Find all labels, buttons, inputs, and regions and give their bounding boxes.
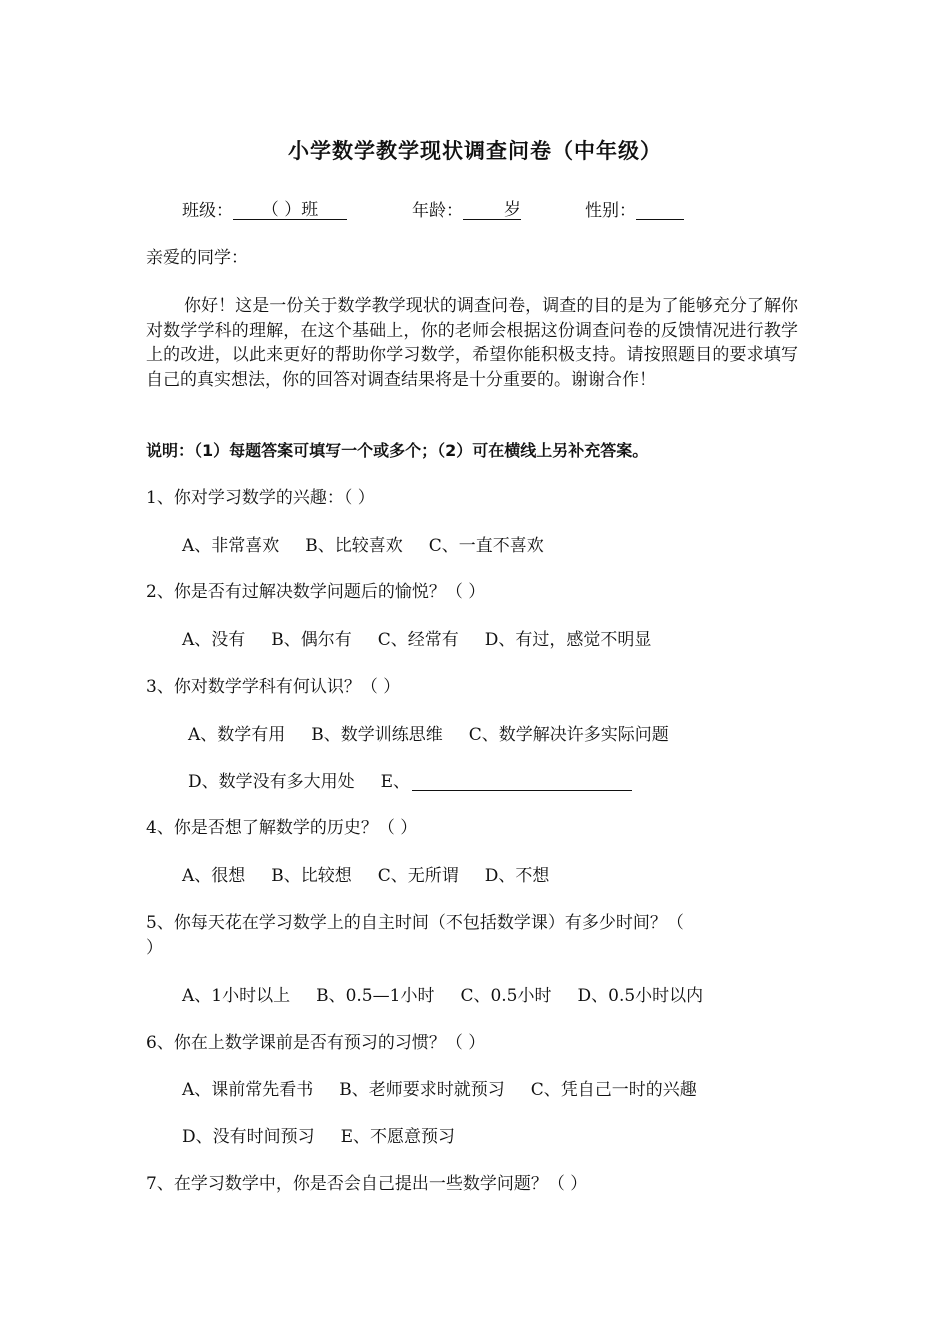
question-6-options — [182, 1082, 697, 1099]
page-title: 小学数学教学现状调查问卷（中年级） — [288, 138, 662, 163]
option-q3-e-blank[interactable] — [412, 775, 632, 791]
gender-field — [585, 202, 684, 220]
option-q5-b[interactable]: B、0.5—1小时 — [316, 986, 435, 1006]
question-3: 3、你对数学学科有何认识？（ ） — [146, 677, 401, 697]
option-q3-b[interactable]: B、数学训练思维 — [311, 725, 443, 745]
option-q1-b[interactable]: B、比较喜欢 — [305, 536, 403, 556]
question-1-options — [182, 538, 544, 555]
age-value: 岁 — [504, 200, 521, 220]
age-label: 年龄： — [412, 201, 463, 221]
question-3-options-row2 — [188, 774, 632, 791]
question-2: 2、你是否有过解决数学问题后的愉悦？（ ） — [146, 582, 486, 602]
class-label: 班级： — [182, 201, 233, 221]
age-field — [412, 202, 521, 220]
gender-label: 性别： — [585, 201, 636, 221]
option-q6-c[interactable]: C、凭自己一时的兴趣 — [530, 1080, 697, 1100]
instructions-note: 说明：（1）每题答案可填写一个或多个；（2）可在横线上另补充答案。 — [146, 441, 649, 460]
class-blank[interactable] — [233, 202, 347, 220]
option-q4-a[interactable]: A、很想 — [182, 866, 246, 886]
option-q6-a[interactable]: A、课前常先看书 — [182, 1080, 314, 1100]
option-q4-d[interactable]: D、不想 — [484, 866, 550, 886]
greeting: 亲爱的同学： — [146, 248, 248, 268]
class-field — [182, 202, 347, 220]
option-q1-c[interactable]: C、一直不喜欢 — [428, 536, 544, 556]
class-value: （ ）班 — [261, 200, 319, 220]
question-5-continuation: ） — [146, 938, 163, 958]
question-1: 1、你对学习数学的兴趣：（ ） — [146, 488, 375, 508]
question-4-options — [182, 868, 549, 885]
option-q4-c[interactable]: C、无所谓 — [377, 866, 459, 886]
option-q5-c[interactable]: C、0.5小时 — [460, 986, 552, 1006]
age-blank[interactable] — [463, 202, 521, 220]
intro-paragraph: 你好！这是一份关于数学教学现状的调查问卷，调查的目的是为了能够充分了解你对数学学科的理解，在这个基础上，你的老师会根据这份调查问卷的反馈情况进行教学上的改进，以此来更好的帮助你学习数学，希望你能积极支持。请按照题目的要求填写自己的真实想法，你的回答对调查结果将是十分重要的。谢谢合作！ — [146, 296, 798, 390]
option-q3-e[interactable]: E、 — [380, 772, 411, 792]
option-q1-a[interactable]: A、非常喜欢 — [182, 536, 280, 556]
option-q3-a[interactable]: A、数学有用 — [188, 725, 286, 745]
option-q5-d[interactable]: D、0.5小时以内 — [577, 986, 704, 1006]
option-q6-e[interactable]: E、不愿意预习 — [340, 1127, 456, 1147]
option-q2-b[interactable]: B、偶尔有 — [271, 630, 352, 650]
option-q5-a[interactable]: A、1小时以上 — [182, 986, 291, 1006]
question-5: 5、你每天花在学习数学上的自主时间（不包括数学课）有多少时间？（ — [146, 913, 684, 933]
gender-blank[interactable] — [636, 202, 684, 220]
question-6-options-row2 — [182, 1129, 455, 1146]
option-q2-d[interactable]: D、有过，感觉不明显 — [484, 630, 652, 650]
option-q6-d[interactable]: D、没有时间预习 — [182, 1127, 315, 1147]
option-q6-b[interactable]: B、老师要求时就预习 — [339, 1080, 505, 1100]
question-3-options — [188, 727, 669, 744]
question-5-options — [182, 988, 703, 1005]
question-4: 4、你是否想了解数学的历史？（ ） — [146, 818, 418, 838]
question-6: 6、你在上数学课前是否有预习的习惯？（ ） — [146, 1033, 486, 1053]
option-q2-a[interactable]: A、没有 — [182, 630, 246, 650]
option-q4-b[interactable]: B、比较想 — [271, 866, 352, 886]
option-q2-c[interactable]: C、经常有 — [377, 630, 459, 650]
option-q3-d[interactable]: D、数学没有多大用处 — [188, 772, 355, 792]
option-q3-c[interactable]: C、数学解决许多实际问题 — [468, 725, 669, 745]
question-2-options — [182, 632, 651, 649]
question-7: 7、在学习数学中，你是否会自己提出一些数学问题？（ ） — [146, 1174, 588, 1194]
